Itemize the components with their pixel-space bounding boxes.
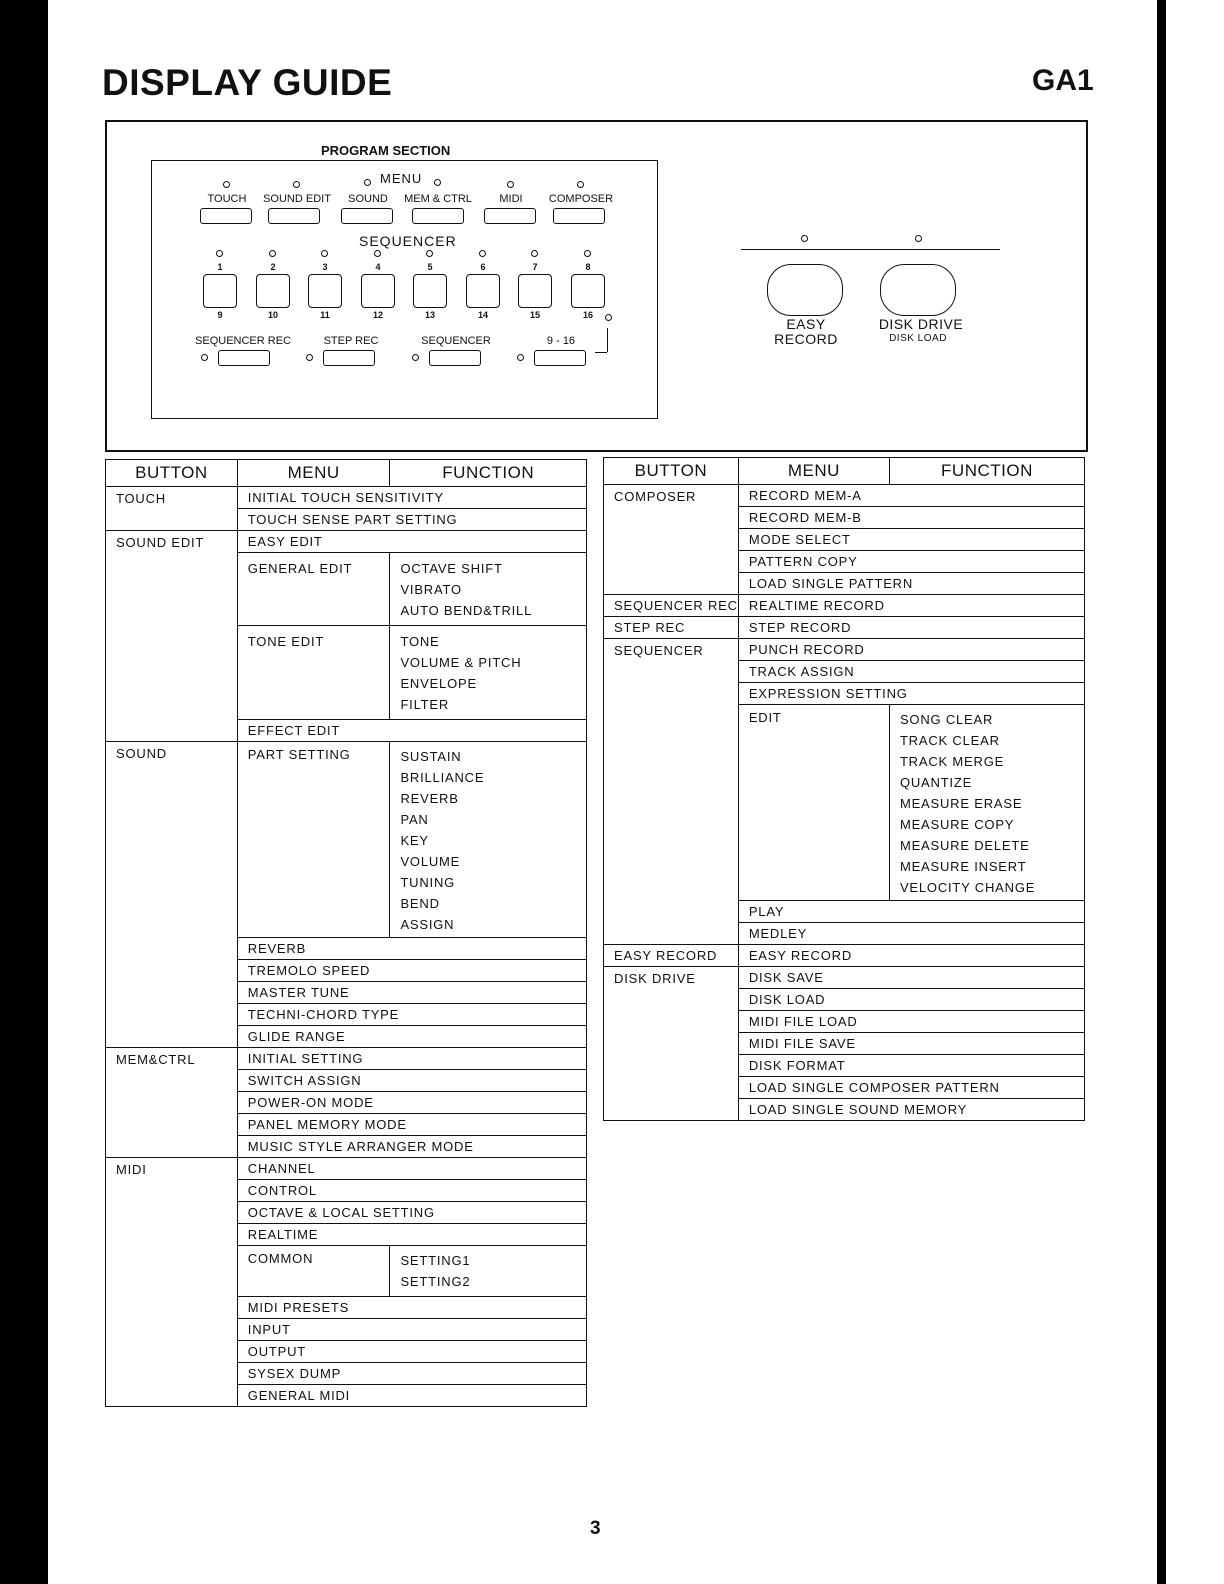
function-item: BEND xyxy=(400,896,440,911)
menu-led xyxy=(434,179,441,186)
menu-row: GENERAL MIDI xyxy=(237,1385,586,1407)
button-touch: TOUCH xyxy=(106,487,238,531)
lower-led xyxy=(517,354,524,361)
button-easy-record: EASY RECORD xyxy=(604,945,739,967)
easy-record-button[interactable] xyxy=(767,264,843,316)
menu-button[interactable] xyxy=(412,208,464,224)
menu-led xyxy=(293,181,300,188)
sequencer-track-button[interactable] xyxy=(308,274,342,308)
menu-button[interactable] xyxy=(553,208,605,224)
menu-row: MUSIC STYLE ARRANGER MODE xyxy=(237,1136,586,1158)
sequencer-led xyxy=(479,250,486,257)
col-header-menu: MENU xyxy=(738,458,889,485)
easy-record-label: EASY RECORD xyxy=(774,316,838,347)
program-section-title: PROGRAM SECTION xyxy=(321,143,451,158)
function-item: ENVELOPE xyxy=(400,676,477,691)
menu-row: POWER-ON MODE xyxy=(237,1092,586,1114)
menu-row: OCTAVE & LOCAL SETTING xyxy=(237,1202,586,1224)
sequencer-number-top: 8 xyxy=(585,262,591,272)
sequencer-track-button[interactable] xyxy=(466,274,500,308)
sequencer-led xyxy=(374,250,381,257)
bracket-line xyxy=(595,352,607,353)
sequencer-number-bottom: 15 xyxy=(529,310,540,320)
menu-row: PANEL MEMORY MODE xyxy=(237,1114,586,1136)
lower-led xyxy=(412,354,419,361)
function-item: SONG CLEAR xyxy=(899,712,994,727)
page-edge-left xyxy=(0,0,48,1584)
sequencer-number-bottom: 12 xyxy=(372,310,383,320)
menu-button-label: MEM & CTRL xyxy=(404,193,472,205)
menu-row: INPUT xyxy=(237,1319,586,1341)
menu-row: REALTIME RECORD xyxy=(738,595,1084,617)
menu-button[interactable] xyxy=(200,208,252,224)
sequencer-track-button[interactable] xyxy=(571,274,605,308)
sequencer-led xyxy=(426,250,433,257)
menu-common: COMMON xyxy=(237,1246,390,1297)
button-sound-edit: SOUND EDIT xyxy=(106,531,238,742)
menu-row: EFFECT EDIT xyxy=(237,720,586,742)
menu-row: RECORD MEM-A xyxy=(738,485,1084,507)
menu-row: REVERB xyxy=(237,938,586,960)
sequencer-track-button[interactable] xyxy=(203,274,237,308)
page-number: 3 xyxy=(590,1518,601,1539)
sequencer-number-top: 3 xyxy=(322,262,328,272)
col-header-function: FUNCTION xyxy=(390,460,587,487)
function-item: OCTAVE SHIFT xyxy=(400,561,503,576)
menu-row: EASY EDIT xyxy=(237,531,586,553)
function-item: VIBRATO xyxy=(400,582,462,597)
sequencer-number-bottom: 14 xyxy=(477,310,488,320)
sequencer-number-top: 4 xyxy=(375,262,381,272)
col-header-button: BUTTON xyxy=(604,458,739,485)
lower-button[interactable] xyxy=(218,350,270,366)
menu-button[interactable] xyxy=(484,208,536,224)
menu-row: EASY RECORD xyxy=(738,945,1084,967)
menu-button[interactable] xyxy=(268,208,320,224)
function-list xyxy=(390,553,587,626)
function-item: MEASURE COPY xyxy=(899,817,1015,832)
sequencer-number-bottom: 10 xyxy=(267,310,278,320)
function-item: KEY xyxy=(400,833,429,848)
lower-led xyxy=(306,354,313,361)
lower-button[interactable] xyxy=(534,350,586,366)
menu-label: MENU xyxy=(380,171,423,186)
sequencer-track-button[interactable] xyxy=(518,274,552,308)
sequencer-led xyxy=(269,250,276,257)
function-item: SUSTAIN xyxy=(400,749,462,764)
function-item: AUTO BEND&TRILL xyxy=(400,603,533,618)
sequencer-track-button[interactable] xyxy=(413,274,447,308)
menu-row: DISK LOAD xyxy=(738,989,1084,1011)
menu-button-label: SOUND xyxy=(348,193,388,205)
disk-load-label: DISK LOAD xyxy=(889,333,947,344)
col-header-menu: MENU xyxy=(237,460,390,487)
menu-row: MEDLEY xyxy=(738,923,1084,945)
sequencer-led xyxy=(531,250,538,257)
sequencer-number-top: 5 xyxy=(427,262,433,272)
button-sequencer-rec: SEQUENCER REC xyxy=(604,595,739,617)
lower-led xyxy=(201,354,208,361)
function-item: BRILLIANCE xyxy=(400,770,485,785)
sequencer-number-bottom: 11 xyxy=(320,310,330,320)
disk-drive-led xyxy=(915,235,922,242)
menu-button-label: MIDI xyxy=(499,193,523,205)
menu-tone-edit: TONE EDIT xyxy=(237,626,390,720)
menu-row: INITIAL SETTING xyxy=(237,1048,586,1070)
menu-row: STEP RECORD xyxy=(738,617,1084,639)
menu-row: GLIDE RANGE xyxy=(237,1026,586,1048)
menu-general-edit: GENERAL EDIT xyxy=(237,553,390,626)
menu-row: SYSEX DUMP xyxy=(237,1363,586,1385)
menu-row: TRACK ASSIGN xyxy=(738,661,1084,683)
button-composer: COMPOSER xyxy=(604,485,739,595)
menu-row: MASTER TUNE xyxy=(237,982,586,1004)
function-item: ASSIGN xyxy=(400,917,455,932)
model-name: GA1 xyxy=(1032,64,1094,97)
sequencer-led xyxy=(321,250,328,257)
button-mem-ctrl: MEM&CTRL xyxy=(106,1048,238,1158)
menu-led xyxy=(577,181,584,188)
menu-row: INITIAL TOUCH SENSITIVITY xyxy=(237,487,586,509)
menu-row: TECHNI-CHORD TYPE xyxy=(237,1004,586,1026)
menu-row: TOUCH SENSE PART SETTING xyxy=(237,509,586,531)
menu-row: LOAD SINGLE COMPOSER PATTERN xyxy=(738,1077,1084,1099)
function-item: MEASURE ERASE xyxy=(899,796,1023,811)
sequencer-number-bottom: 9 xyxy=(217,310,223,320)
function-item: TRACK CLEAR xyxy=(899,733,1000,748)
menu-row: DISK SAVE xyxy=(738,967,1084,989)
function-item: SETTING2 xyxy=(400,1274,471,1289)
function-item: SETTING1 xyxy=(400,1253,471,1268)
page-title: DISPLAY GUIDE xyxy=(102,62,393,103)
left-function-table xyxy=(105,459,587,1407)
menu-led xyxy=(223,181,230,188)
menu-row: MIDI FILE SAVE xyxy=(738,1033,1084,1055)
sequencer-track-button[interactable] xyxy=(256,274,290,308)
menu-row: MIDI PRESETS xyxy=(237,1297,586,1319)
menu-edit: EDIT xyxy=(738,705,889,901)
menu-row: PUNCH RECORD xyxy=(738,639,1084,661)
menu-row: RECORD MEM-B xyxy=(738,507,1084,529)
lower-button[interactable] xyxy=(429,350,481,366)
sequencer-number-top: 6 xyxy=(480,262,486,272)
col-header-function: FUNCTION xyxy=(889,458,1084,485)
menu-led xyxy=(364,179,371,186)
disk-drive-label: DISK DRIVE xyxy=(878,316,964,332)
function-item: REVERB xyxy=(400,791,459,806)
function-item: MEASURE INSERT xyxy=(899,859,1027,874)
lower-button-label: STEP REC xyxy=(323,335,379,347)
col-header-button: BUTTON xyxy=(106,460,238,487)
function-item: TUNING xyxy=(400,875,456,890)
lower-button[interactable] xyxy=(323,350,375,366)
sequencer-number-bottom: 16 xyxy=(582,310,593,320)
button-step-rec: STEP REC xyxy=(604,617,739,639)
menu-button-label: COMPOSER xyxy=(548,193,614,205)
menu-row: REALTIME xyxy=(237,1224,586,1246)
page-edge-right xyxy=(1157,0,1166,1584)
sequencer-number-top: 1 xyxy=(217,262,223,272)
menu-button-label: TOUCH xyxy=(207,193,247,205)
right-function-table xyxy=(603,457,1085,1121)
sequencer-led xyxy=(584,250,591,257)
sequencer-label: SEQUENCER xyxy=(359,233,457,249)
sequencer-number-bottom: 13 xyxy=(424,310,435,320)
menu-part-setting: PART SETTING xyxy=(237,742,390,938)
menu-button[interactable] xyxy=(341,208,393,224)
function-item: PAN xyxy=(400,812,429,827)
easy-record-led xyxy=(801,235,808,242)
button-midi: MIDI xyxy=(106,1158,238,1407)
function-list xyxy=(390,742,587,938)
function-item: QUANTIZE xyxy=(899,775,973,790)
disk-drive-button[interactable] xyxy=(880,264,956,316)
menu-row: EXPRESSION SETTING xyxy=(738,683,1084,705)
menu-row: LOAD SINGLE PATTERN xyxy=(738,573,1084,595)
function-list xyxy=(889,705,1084,901)
menu-row: CHANNEL xyxy=(237,1158,586,1180)
menu-row: CONTROL xyxy=(237,1180,586,1202)
menu-row: DISK FORMAT xyxy=(738,1055,1084,1077)
sequencer-number-top: 2 xyxy=(270,262,276,272)
divider-line xyxy=(741,249,1000,250)
function-item: FILTER xyxy=(400,697,450,712)
sequencer-track-button[interactable] xyxy=(361,274,395,308)
menu-row: MODE SELECT xyxy=(738,529,1084,551)
lower-button-label: 9 - 16 xyxy=(546,335,576,347)
button-sequencer: SEQUENCER xyxy=(604,639,739,945)
function-item: VOLUME & PITCH xyxy=(400,655,522,670)
bank-led xyxy=(605,314,612,321)
function-list xyxy=(390,626,587,720)
menu-row: OUTPUT xyxy=(237,1341,586,1363)
menu-row: MIDI FILE LOAD xyxy=(738,1011,1084,1033)
button-disk-drive: DISK DRIVE xyxy=(604,967,739,1121)
menu-row: PATTERN COPY xyxy=(738,551,1084,573)
button-sound: SOUND xyxy=(106,742,238,1048)
menu-led xyxy=(507,181,514,188)
function-item: TRACK MERGE xyxy=(899,754,1005,769)
lower-button-label: SEQUENCER xyxy=(421,335,491,347)
menu-row: LOAD SINGLE SOUND MEMORY xyxy=(738,1099,1084,1121)
menu-row: SWITCH ASSIGN xyxy=(237,1070,586,1092)
menu-button-label: SOUND EDIT xyxy=(263,193,331,205)
menu-row: TREMOLO SPEED xyxy=(237,960,586,982)
function-item: MEASURE DELETE xyxy=(899,838,1030,853)
function-item: VOLUME xyxy=(400,854,461,869)
function-item: VELOCITY CHANGE xyxy=(899,880,1036,895)
lower-button-label: SEQUENCER REC xyxy=(195,335,291,347)
sequencer-led xyxy=(216,250,223,257)
function-list xyxy=(390,1246,587,1297)
function-item: TONE xyxy=(400,634,440,649)
menu-row: PLAY xyxy=(738,901,1084,923)
sequencer-number-top: 7 xyxy=(532,262,538,272)
